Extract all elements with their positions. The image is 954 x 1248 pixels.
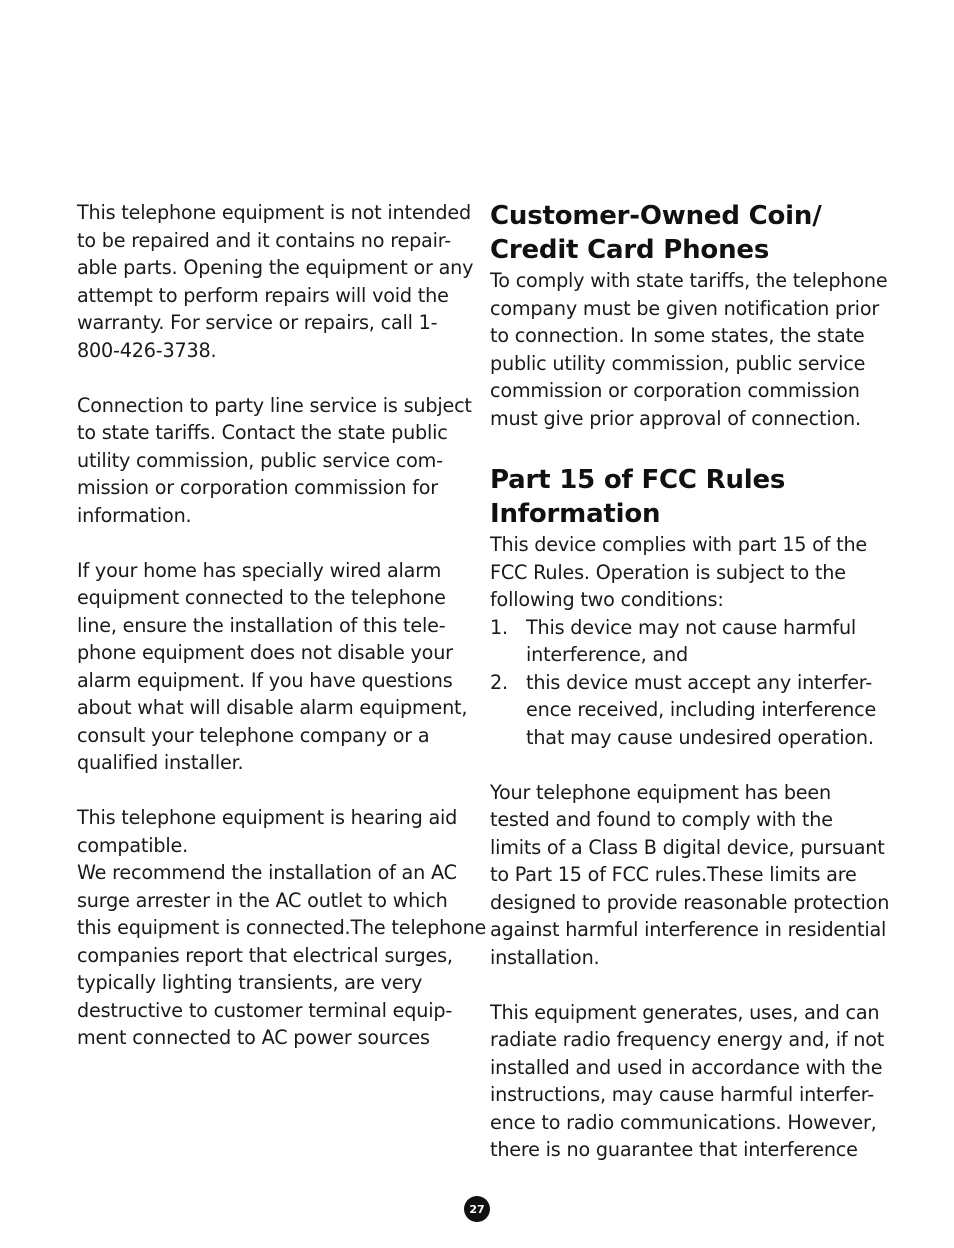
paragraph-hearing-aid <box>77 804 487 1052</box>
text-line: about what will disable alarm equipment, <box>77 696 468 719</box>
text-line: To comply with state tariffs, the telephone <box>490 269 888 292</box>
text-line: this device must accept any interfer- <box>526 670 872 694</box>
text-line: able parts. Opening the equipment or any <box>77 256 474 279</box>
text-line: FCC Rules. Operation is subject to the <box>490 560 846 584</box>
heading-coin-phones <box>490 199 882 267</box>
text-line: to state tariffs. Contact the state public <box>77 421 448 444</box>
heading-line: Part 15 of FCC Rules <box>490 465 786 495</box>
text-line: utility commission, public service com- <box>77 448 443 472</box>
text-line: must give prior approval of connection. <box>490 406 861 430</box>
text-line: compatible. <box>77 833 188 857</box>
text-line: installation. <box>490 945 600 969</box>
text-line: surge arrester in the AC outlet to which <box>77 888 448 912</box>
text-line: mission or corporation commission for <box>77 476 438 499</box>
text-line: warranty. For service or repairs, call 1- <box>77 311 438 334</box>
text-line: phone equipment does not disable your <box>77 641 453 664</box>
text-line: limits of a Class B digital device, pursuant <box>490 835 885 859</box>
text-line: tested and found to comply with the <box>490 808 833 831</box>
text-line: This telephone equipment is hearing aid <box>77 806 458 829</box>
text-line: ence received, including interference <box>526 698 877 721</box>
conditions-list <box>490 614 882 752</box>
text-line: information. <box>77 503 192 527</box>
text-line: line, ensure the installation of this tele- <box>77 613 446 637</box>
page-number-badge: 27 <box>464 1196 490 1222</box>
text-line: interference, and <box>526 643 688 666</box>
list-item <box>490 614 882 669</box>
paragraph-class-b <box>490 779 890 972</box>
text-line: attempt to perform repairs will void the <box>77 283 449 307</box>
right-column <box>490 199 890 1164</box>
text-line: this equipment is connected.The telephone <box>77 916 487 939</box>
list-number: 1. <box>490 615 508 639</box>
text-line: This equipment generates, uses, and can <box>490 1000 880 1024</box>
text-line: to be repaired and it contains no repair- <box>77 228 451 252</box>
text-line: installed and used in accordance with the <box>490 1055 883 1079</box>
text-line: commission or corporation commission <box>490 379 860 402</box>
heading-fcc-rules <box>490 463 882 531</box>
text-line: to connection. In some states, the state <box>490 324 865 347</box>
heading-line: Customer-Owned Coin/ <box>490 201 822 231</box>
text-line: 800-426-3738. <box>77 338 217 362</box>
paragraph-party-line <box>77 392 472 530</box>
paragraph-rf-energy <box>490 999 885 1164</box>
paragraph-alarm <box>77 557 469 777</box>
list-number: 2. <box>490 670 508 694</box>
heading-line: Credit Card Phones <box>490 235 770 265</box>
text-line: typically lighting transients, are very <box>77 971 423 994</box>
text-line: radiate radio frequency energy and, if not <box>490 1028 885 1051</box>
text-line: designed to provide reasonable protection <box>490 890 890 914</box>
text-line: qualified installer. <box>77 751 244 774</box>
text-line: This telephone equipment is not intended <box>77 201 471 224</box>
text-line: Your telephone equipment has been <box>490 780 831 804</box>
text-line: public utility commission, public service <box>490 351 866 375</box>
text-line: following two conditions: <box>490 588 724 611</box>
text-line: This device may not cause harmful <box>526 615 857 639</box>
text-line: to Part 15 of FCC rules.These limits are <box>490 863 857 886</box>
text-line: instructions, may cause harmful interfer- <box>490 1083 874 1106</box>
text-line: consult your telephone company or a <box>77 723 430 747</box>
text-line: If your home has specially wired alarm <box>77 558 442 582</box>
text-line: ence to radio communications. However, <box>490 1110 877 1134</box>
text-line: alarm equipment. If you have questions <box>77 668 453 692</box>
list-item <box>490 669 882 752</box>
text-line: destructive to customer terminal equip- <box>77 998 453 1022</box>
text-line: equipment connected to the telephone <box>77 586 446 609</box>
paragraph-coin-phones <box>490 267 888 432</box>
text-line: company must be given notification prior <box>490 296 880 320</box>
left-column <box>77 199 487 1052</box>
text-line: We recommend the installation of an AC <box>77 861 457 884</box>
paragraph-repair <box>77 199 474 364</box>
text-line: that may cause undesired operation. <box>526 725 874 749</box>
text-line: Connection to party line service is subject <box>77 393 472 417</box>
heading-line: Information <box>490 499 661 529</box>
paragraph-fcc-conditions <box>490 531 882 614</box>
text-line: against harmful interference in residential <box>490 918 887 941</box>
text-line: there is no guarantee that interference <box>490 1138 858 1161</box>
text-line: ment connected to AC power sources <box>77 1026 430 1049</box>
text-line: companies report that electrical surges, <box>77 943 453 967</box>
text-line: This device complies with part 15 of the <box>490 533 868 556</box>
